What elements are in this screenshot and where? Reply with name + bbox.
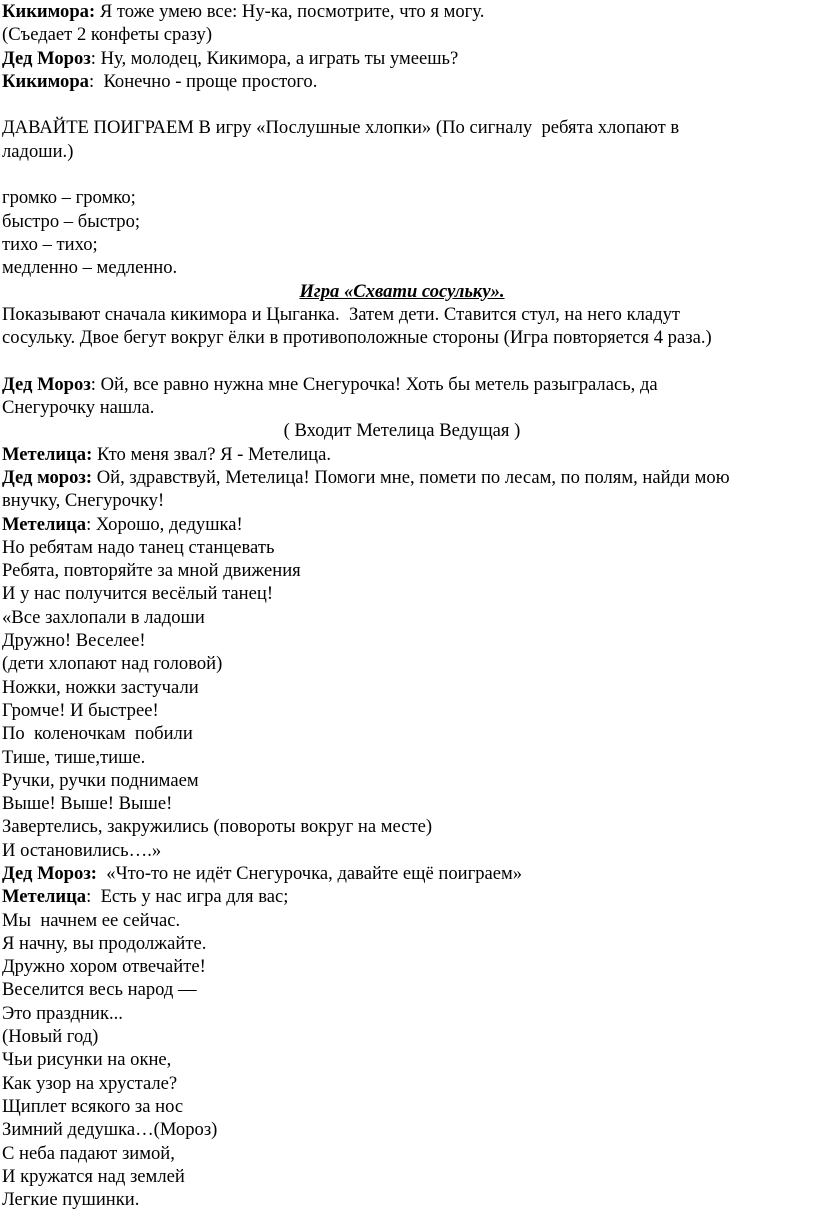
line-text: Показывают сначала кикимора и Цыганка. Затем дети. Ставится стул, на него кладут (2, 303, 681, 325)
text-line (2, 1095, 802, 1118)
text-line (2, 23, 802, 46)
text-line (2, 699, 802, 722)
text-line (2, 1165, 802, 1188)
text-line (2, 792, 802, 815)
line-text: Ой, здравствуй, Метелица! Помоги мне, помети по лесам, по полям, найди мою (92, 466, 730, 488)
speaker-name: Дед Мороз (2, 373, 91, 395)
text-line (2, 815, 802, 838)
text-line (2, 233, 802, 256)
text-line (2, 746, 802, 769)
line-text: Дружно хором отвечайте! (2, 956, 206, 978)
text-line (2, 839, 802, 862)
text-line (2, 629, 802, 652)
stage-direction: ( Входит Метелица Ведущая ) (283, 420, 521, 442)
text-line (2, 1118, 802, 1141)
text-line (2, 186, 802, 209)
text-line (2, 489, 802, 512)
speaker-name: Кикимора (2, 70, 89, 92)
line-text: Чьи рисунки на окне, (2, 1049, 172, 1071)
paragraph-spacer (2, 163, 802, 186)
line-text: (Новый год) (2, 1026, 99, 1048)
line-text: Громче! И быстрее! (2, 699, 159, 721)
text-line (2, 559, 802, 582)
paragraph-spacer (2, 93, 802, 116)
line-text: медленно – медленно. (2, 257, 178, 279)
text-line (2, 326, 802, 349)
line-text: : Конечно - проще простого. (88, 70, 318, 92)
line-text: тихо – тихо; (2, 233, 98, 255)
text-line (2, 1072, 802, 1095)
text-line (2, 1002, 802, 1025)
text-line (2, 1025, 802, 1048)
line-text: быстро – быстро; (2, 210, 141, 232)
line-text: ДАВАЙТЕ ПОИГРАЕМ В игру «Послушные хлопки» (По сигналу ребята хлопают в (2, 117, 680, 139)
line-text: громко – громко; (2, 187, 136, 209)
line-text: Дружно! Веселее! (2, 630, 146, 652)
line-text: «Все захлопали в ладоши (2, 606, 205, 628)
text-line (2, 396, 802, 419)
text-line (2, 909, 802, 932)
text-line (2, 256, 802, 279)
text-line (2, 722, 802, 745)
speaker-name: Дед мороз: (2, 466, 93, 488)
line-text: И остановились….» (2, 839, 162, 861)
dialogue-line (2, 373, 802, 396)
line-text: : Есть у нас игра для вас; (86, 886, 289, 908)
line-text: Как узор на хрустале? (2, 1072, 178, 1094)
line-text: Зимний дедушка…(Мороз) (2, 1119, 218, 1141)
speaker-name: Метелица (2, 513, 87, 535)
text-line (2, 955, 802, 978)
speaker-name: Дед Мороз (2, 47, 91, 69)
text-line (2, 536, 802, 559)
line-text: Щиплет всякого за нос (2, 1095, 184, 1117)
text-line (2, 210, 802, 233)
line-text: Я начну, вы продолжайте. (2, 932, 207, 954)
line-text: : Ну, молодец, Кикимора, а играть ты умеешь? (90, 47, 459, 69)
line-text: Ножки, ножки застучали (2, 676, 199, 698)
line-text: Веселится весь народ — (2, 979, 197, 1001)
text-line (2, 140, 802, 163)
dialogue-line (2, 0, 802, 23)
text-line (2, 303, 802, 326)
dialogue-line (2, 443, 802, 466)
text-line (2, 606, 802, 629)
line-text: Кто меня звал? Я - Метелица. (92, 443, 332, 465)
line-text: ладоши.) (2, 140, 74, 162)
speaker-name: Дед Мороз: (2, 862, 97, 884)
speaker-name: Метелица (2, 886, 87, 908)
line-text: Тише, тише,тише. (2, 746, 146, 768)
dialogue-line (2, 513, 802, 536)
line-text: внучку, Снегурочку! (2, 490, 165, 512)
paragraph-spacer (2, 349, 802, 372)
text-line (2, 1048, 802, 1071)
dialogue-line (2, 70, 802, 93)
line-text: И у нас получится весёлый танец! (2, 583, 274, 605)
speaker-name: Кикимора: (2, 1, 96, 22)
text-line (2, 932, 802, 955)
text-line (2, 978, 802, 1001)
text-line (2, 582, 802, 605)
line-text: Ручки, ручки поднимаем (2, 769, 199, 791)
line-text: Это праздник... (2, 1002, 123, 1024)
line-text: Ребята, повторяйте за мной движения (2, 560, 301, 582)
text-line (2, 1188, 802, 1211)
speaker-name: Метелица: (2, 443, 93, 465)
line-text: И кружатся над землей (2, 1165, 185, 1187)
dialogue-line (2, 862, 802, 885)
line-text: Но ребятам надо танец станцевать (2, 536, 275, 558)
line-text: Завертелись, закружились (повороты вокруг на месте) (2, 816, 433, 838)
line-text: Легкие пушинки. (2, 1189, 140, 1211)
line-text: Мы начнем ее сейчас. (2, 909, 181, 931)
dialogue-line (2, 466, 802, 489)
document-body (2, 0, 802, 1211)
line-text: (дети хлопают над головой) (2, 653, 223, 675)
text-line (2, 769, 802, 792)
line-text: Выше! Выше! Выше! (2, 793, 173, 815)
line-text: сосульку. Двое бегут вокруг ёлки в противоположные стороны (Игра повторяется 4 раза.) (2, 327, 712, 349)
line-text: С неба падают зимой, (2, 1142, 175, 1164)
text-line (2, 676, 802, 699)
game-title-text: Игра «Схвати сосульку». (299, 280, 505, 302)
line-text: Я тоже умею все: Ну-ка, посмотрите, что я могу. (95, 1, 485, 22)
line-text: (Съедает 2 конфеты сразу) (2, 24, 213, 46)
text-line (2, 116, 802, 139)
line-text: По коленочкам побили (2, 723, 193, 745)
line-text: «Что-то не идёт Снегурочка, давайте ещё поиграем» (96, 862, 523, 884)
line-text: : Хорошо, дедушка! (86, 513, 243, 535)
line-text: Снегурочку нашла. (2, 397, 155, 419)
text-line (2, 652, 802, 675)
dialogue-line (2, 885, 802, 908)
game-title (2, 280, 802, 303)
line-text: : Ой, все равно нужна мне Снегурочка! Хоть бы метель разыгралась, да (90, 373, 658, 395)
dialogue-line (2, 47, 802, 70)
text-line (2, 1142, 802, 1165)
